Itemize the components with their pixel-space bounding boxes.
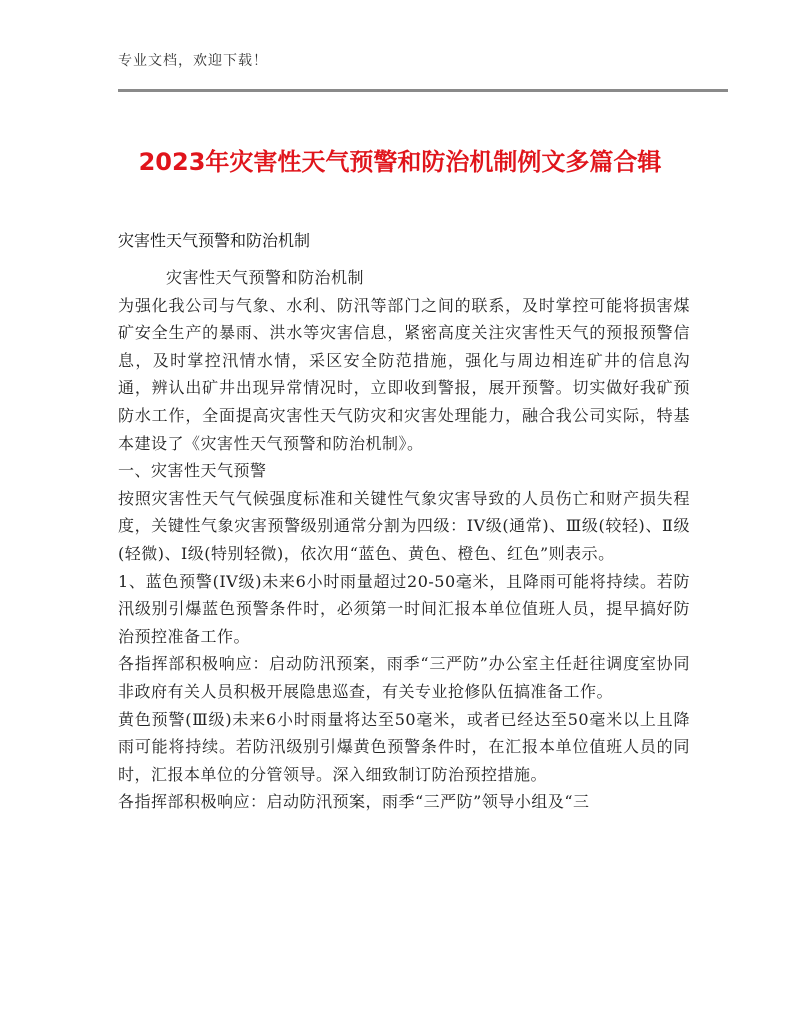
paragraph: 各指挥部积极响应：启动防汛预案，雨季“三严防”领导小组及“三	[118, 792, 590, 812]
document-title: 2023年灾害性天气预警和防治机制例文多篇合辑	[138, 148, 662, 176]
section-heading: 灾害性天气预警和防治机制	[118, 231, 311, 250]
paragraph-heading: 一、灾害性天气预警	[118, 461, 267, 481]
paragraph: 按照灾害性天气气候强度标准和关键性气象灾害导致的人员伤亡和财产损失程度，关键性气象灾害预警级别通常分割为四级：IV级(通常)、Ⅲ级(较轻)、Ⅱ级(轻微)、I级(特别轻微)，依次用“蓝色、黄色、橙色、红色”则表示。	[118, 488, 690, 563]
paragraph: 1、蓝色预警(IV级)未来6小时雨量超过20-50毫米，且降雨可能将持续。若防汛级别引爆蓝色预警条件时，必须第一时间汇报本单位值班人员，提早搞好防治预控准备工作。	[118, 571, 690, 646]
header-note: 专业文档，欢迎下载！	[118, 53, 268, 69]
paragraph-subtitle: 灾害性天气预警和防治机制	[166, 268, 365, 287]
paragraph: 黄色预警(Ⅲ级)未来6小时雨量将达至50毫米，或者已经达至50毫米以上且降雨可能将持续。若防汛级别引爆黄色预警条件时，在汇报本单位值班人员的同时，汇报本单位的分管领导。深入细致制订防治预控措施。	[118, 709, 690, 784]
paragraph: 为强化我公司与气象、水利、防汛等部门之间的联系，及时掌控可能将损害煤矿安全生产的暴雨、洪水等灾害信息，紧密高度关注灾害性天气的预报预警信息，及时掌控汛情水情，采区安全防范措施，强化与周边相连矿井的信息沟通，辨认出矿井出现异常情况时，立即收到警报，展开预警。切实做好我矿预防水工作，全面提高灾害性天气防灾和灾害处理能力，融合我公司实际，特基本建设了《灾害性天气预警和防治机制》。	[118, 295, 690, 453]
document-body	[118, 264, 690, 816]
paragraph: 各指挥部积极响应：启动防汛预案，雨季“三严防”办公室主任赶往调度室协同非政府有关人员积极开展隐患巡查，有关专业抢修队伍搞准备工作。	[118, 654, 690, 701]
header-divider	[118, 89, 728, 92]
